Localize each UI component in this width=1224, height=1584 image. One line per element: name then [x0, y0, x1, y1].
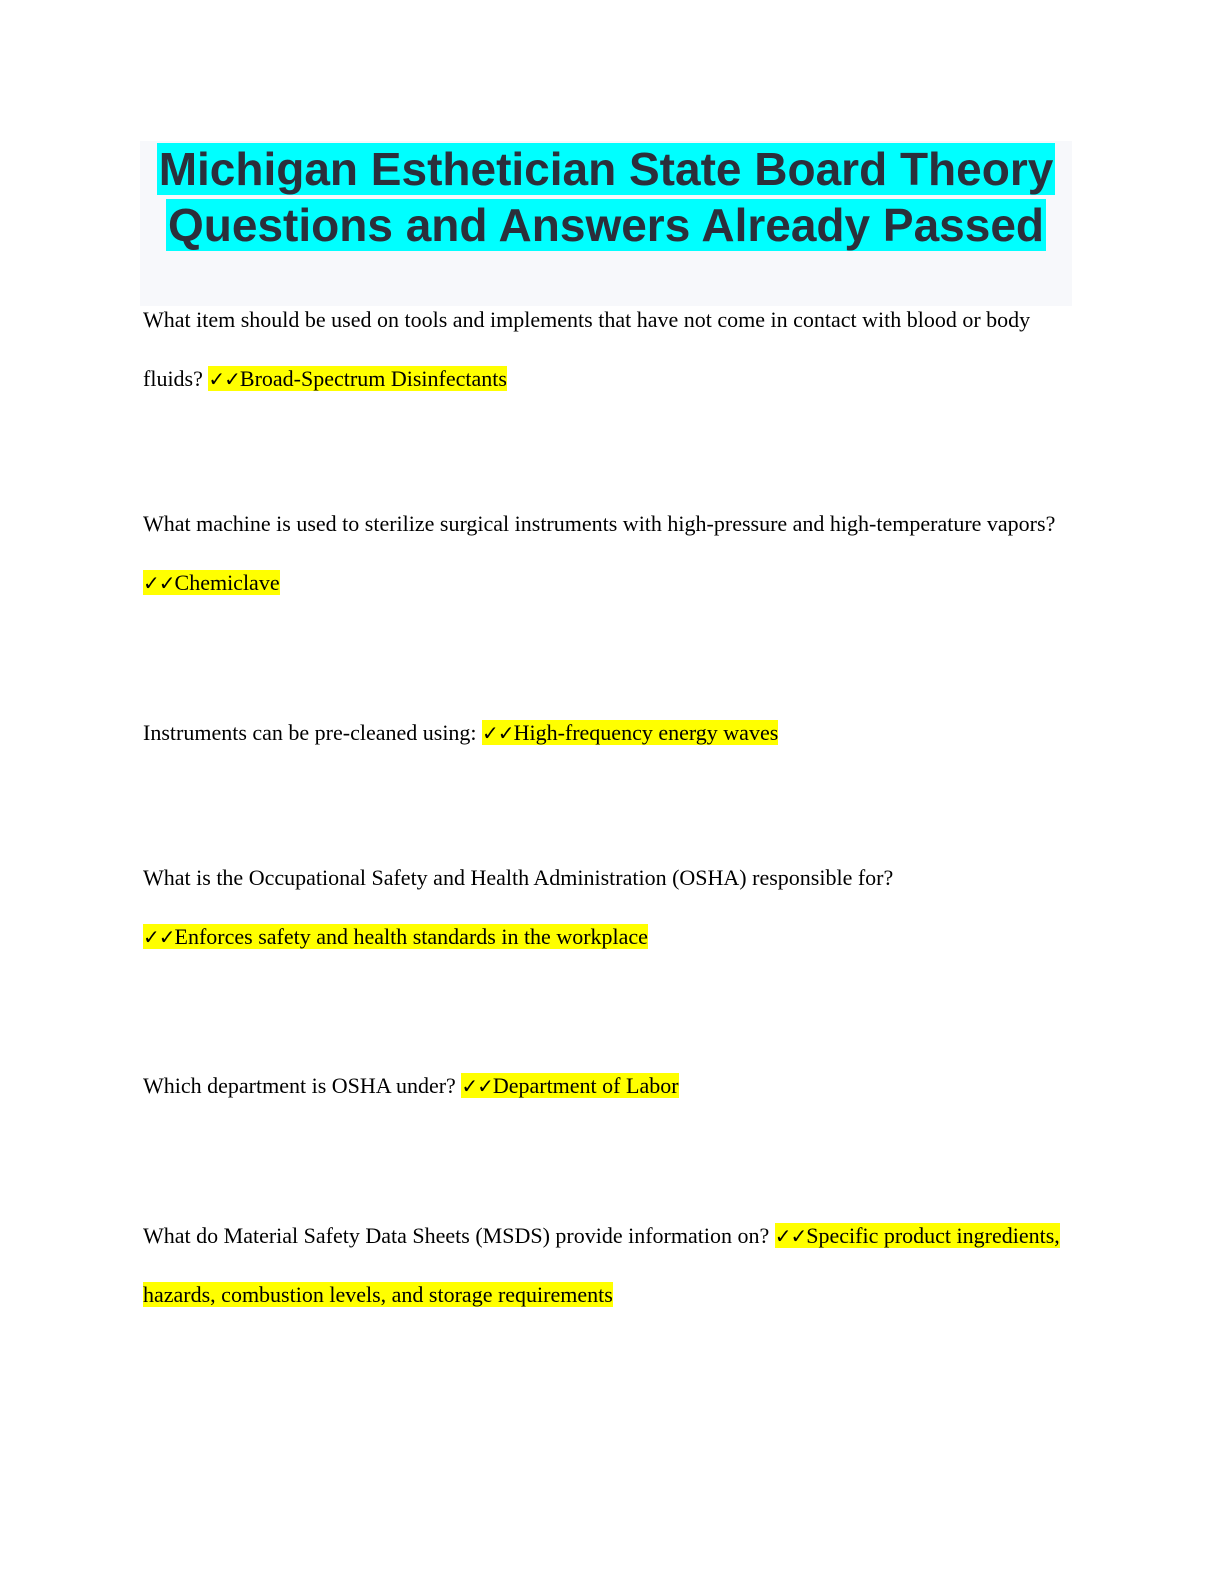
answer-highlight — [143, 924, 648, 949]
double-check-icon: ✓✓ — [482, 721, 514, 745]
answer-text: Department of Labor — [492, 1073, 679, 1098]
answer-highlight — [482, 720, 778, 745]
title-block — [140, 141, 1072, 306]
question-text: What is the Occupational Safety and Health Administration (OSHA) responsible for? — [143, 865, 894, 890]
qa-item-2 — [143, 495, 1073, 612]
double-check-icon: ✓✓ — [774, 1224, 807, 1248]
answer-text: Chemiclave — [174, 569, 280, 595]
answer-highlight — [208, 366, 507, 391]
answer-text: Enforces safety and health standards in the workplace — [174, 923, 648, 949]
answer-highlight — [461, 1073, 678, 1098]
qa-item-3 — [143, 704, 1073, 763]
answer-text: Specific product ingredients, hazards, combustion levels, and storage requirements — [143, 1223, 1060, 1307]
double-check-icon: ✓✓ — [208, 366, 240, 391]
qa-item-1 — [143, 291, 1073, 408]
document-title — [140, 141, 1072, 253]
title-line-1: Michigan Esthetician State Board Theory — [158, 143, 1054, 195]
double-check-icon: ✓✓ — [143, 570, 175, 595]
qa-item-5 — [143, 1057, 1073, 1116]
question-text: What item should be used on tools and implements that have not come in contact with blood or body fluids? — [143, 307, 1031, 391]
qa-item-4 — [143, 849, 1073, 966]
question-text: What do Material Safety Data Sheets (MSDS) provide information on? — [143, 1223, 770, 1248]
answer-text: Broad-Spectrum Disinfectants — [239, 365, 507, 391]
question-text: Instruments can be pre-cleaned using: — [143, 720, 477, 745]
title-line-2: Questions and Answers Already Passed — [167, 199, 1045, 251]
answer-highlight — [143, 570, 280, 595]
answer-text: High-frequency energy waves — [513, 720, 779, 745]
qa-item-6 — [143, 1207, 1073, 1324]
question-text: Which department is OSHA under? — [143, 1073, 456, 1098]
double-check-icon: ✓✓ — [461, 1074, 493, 1098]
question-text: What machine is used to sterilize surgical instruments with high-pressure and high-temperature vapors? — [143, 511, 1056, 536]
double-check-icon: ✓✓ — [143, 924, 175, 949]
